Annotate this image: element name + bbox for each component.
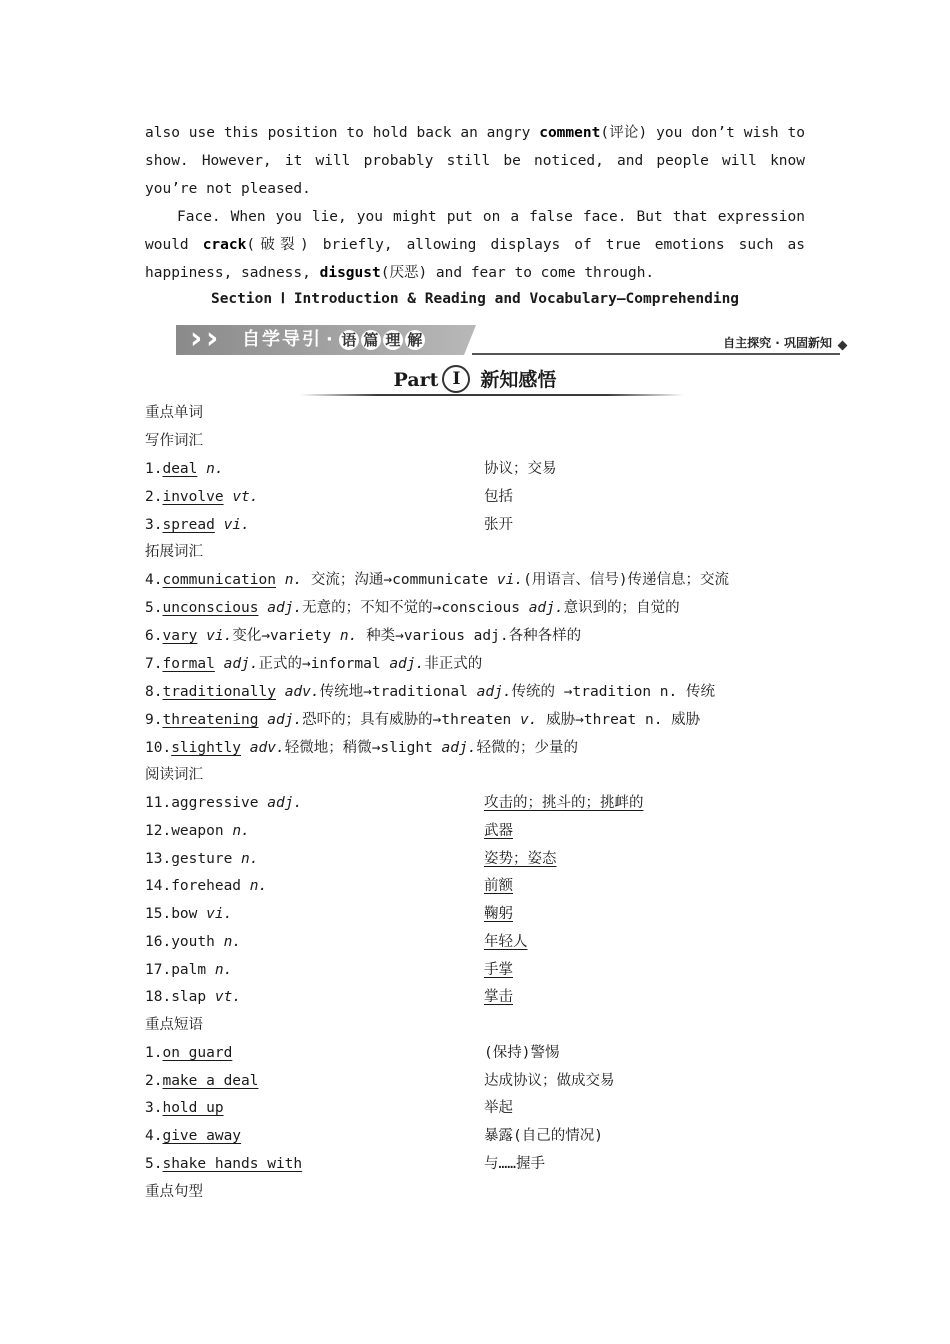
vocab-item: 8.traditionally adv.传统地→traditional adj.传统的 →tradition n. 传统 bbox=[145, 684, 715, 700]
vocab-meaning: 武器 bbox=[484, 823, 513, 839]
vocab-word: unconscious bbox=[162, 600, 259, 616]
phrase-text: on guard bbox=[162, 1045, 233, 1061]
section-title: Section Ⅰ Introduction & Reading and Vocabulary—Comprehending bbox=[210, 291, 740, 307]
vocab-meaning: 协议；交易 bbox=[484, 461, 557, 477]
vocab-word: involve bbox=[162, 489, 224, 505]
phrase-item: 1.on guard bbox=[145, 1045, 233, 1061]
phrase-item: 5.shake hands with bbox=[145, 1156, 303, 1172]
diamond-icon bbox=[838, 341, 848, 351]
phrase-text: give away bbox=[162, 1128, 242, 1144]
banner-char: 语 bbox=[339, 330, 359, 350]
vocab-meaning: 包括 bbox=[484, 489, 513, 505]
heading-phrases: 重点短语 bbox=[145, 1017, 203, 1033]
vocab-item: 1.deal n. bbox=[145, 461, 224, 477]
vocab-item: 11.aggressive adj. bbox=[145, 795, 303, 811]
vocab-item: 3.spread vi. bbox=[145, 517, 250, 533]
keyword-crack: crack bbox=[202, 237, 247, 253]
phrase-meaning: 与……握手 bbox=[484, 1156, 545, 1172]
phrase-item: 3.hold up bbox=[145, 1100, 224, 1116]
part-label: Part bbox=[393, 369, 439, 391]
vocab-item: 15.bow vi. bbox=[145, 906, 233, 922]
chevron-right-icon: › bbox=[190, 321, 203, 356]
keyword-comment: comment bbox=[539, 125, 601, 141]
vocab-meaning: 攻击的；挑斗的；挑衅的 bbox=[484, 795, 644, 811]
part-heading bbox=[0, 366, 950, 395]
vocab-word: communication bbox=[162, 572, 276, 588]
section-banner bbox=[176, 322, 848, 358]
paragraph-text: (破裂) briefly, allowing displays of true emotions such as happiness, sadness, bbox=[145, 237, 806, 281]
banner-rule bbox=[472, 353, 840, 355]
vocab-meaning: 掌击 bbox=[484, 989, 513, 1005]
vocab-word: gesture bbox=[171, 851, 233, 867]
phrase-meaning: 举起 bbox=[484, 1100, 513, 1116]
vocab-item: 17.palm n. bbox=[145, 962, 233, 978]
banner-char: 理 bbox=[383, 330, 403, 350]
vocab-item: 13.gesture n. bbox=[145, 851, 259, 867]
vocab-item: 2.involve vt. bbox=[145, 489, 259, 505]
banner-label: 自学导引 bbox=[242, 329, 322, 350]
vocab-word: threatening bbox=[162, 712, 259, 728]
phrase-meaning: 达成协议；做成交易 bbox=[484, 1073, 615, 1089]
part-of-speech: vt. bbox=[232, 489, 259, 505]
vocab-meaning: 年轻人 bbox=[484, 934, 528, 950]
vocab-word: deal bbox=[162, 461, 198, 477]
heading-writing: 写作词汇 bbox=[145, 433, 203, 449]
vocab-item: 7.formal adj.正式的→informal adj.非正式的 bbox=[145, 656, 483, 672]
phrase-item: 4.give away bbox=[145, 1128, 242, 1144]
vocab-word: slightly bbox=[171, 740, 242, 756]
paragraph-face bbox=[145, 203, 805, 287]
heading-key-words: 重点单词 bbox=[145, 405, 203, 421]
banner-subtitle: 自主探究 · 巩固新知 bbox=[723, 336, 832, 350]
vocab-word: youth bbox=[171, 934, 215, 950]
vocab-word: aggressive bbox=[171, 795, 259, 811]
phrase-text: make a deal bbox=[162, 1073, 259, 1089]
phrase-text: shake hands with bbox=[162, 1156, 303, 1172]
vocab-word: traditionally bbox=[162, 684, 276, 700]
vocab-item: 9.threatening adj.恐吓的；具有威胁的→threaten v. 威胁→threat n. 威胁 bbox=[145, 712, 701, 728]
vocab-item: 5.unconscious adj.无意的；不知不觉的→conscious adj.意识到的；自觉的 bbox=[145, 600, 680, 616]
vocab-word: slap bbox=[171, 989, 207, 1005]
paragraph-text: also use this position to hold back an angry bbox=[145, 125, 540, 141]
vocab-meaning: 前额 bbox=[484, 878, 513, 894]
heading-sentences: 重点句型 bbox=[145, 1184, 203, 1200]
part-rule bbox=[300, 394, 684, 396]
keyword-disgust: disgust bbox=[319, 265, 381, 281]
banner-title bbox=[242, 327, 427, 353]
vocab-word: bow bbox=[171, 906, 198, 922]
banner-dot: · bbox=[326, 329, 335, 350]
vocab-meaning: 姿势；姿态 bbox=[484, 851, 557, 867]
vocab-item: 14.forehead n. bbox=[145, 878, 268, 894]
phrase-meaning: 暴露(自己的情况) bbox=[484, 1128, 603, 1144]
vocab-item: 16.youth n. bbox=[145, 934, 242, 950]
vocab-meaning: 手掌 bbox=[484, 962, 513, 978]
phrase-meaning: (保持)警惕 bbox=[484, 1045, 560, 1061]
vocab-item: 12.weapon n. bbox=[145, 823, 250, 839]
vocab-item: 18.slap vt. bbox=[145, 989, 242, 1005]
part-of-speech: n. bbox=[206, 461, 224, 477]
vocab-word: forehead bbox=[171, 878, 242, 894]
vocab-word: palm bbox=[171, 962, 207, 978]
paragraph-text: (评论) you don’t wish to show. However, it will probably still be noticed, and people will know you’re not pleased. bbox=[145, 125, 805, 197]
vocab-item: 4.communication n. 交流；沟通→communicate vi.(用语言、信号)传递信息；交流 bbox=[145, 572, 730, 588]
chevron-right-icon: › bbox=[206, 321, 219, 356]
vocab-word: vary bbox=[162, 628, 198, 644]
part-title: 新知感悟 bbox=[480, 369, 557, 391]
vocab-word: formal bbox=[162, 656, 215, 672]
vocab-meaning: 鞠躬 bbox=[484, 906, 513, 922]
heading-reading: 阅读词汇 bbox=[145, 767, 203, 783]
phrase-item: 2.make a deal bbox=[145, 1073, 259, 1089]
part-numeral: Ⅰ bbox=[442, 365, 470, 393]
vocab-item: 6.vary vi.变化→variety n. 种类→various adj.各种各样的 bbox=[145, 628, 582, 644]
banner-char: 解 bbox=[405, 330, 425, 350]
banner-char: 篇 bbox=[361, 330, 381, 350]
part-of-speech: vi. bbox=[223, 517, 250, 533]
vocab-meaning: 张开 bbox=[484, 517, 513, 533]
vocab-word: weapon bbox=[171, 823, 224, 839]
heading-extended: 拓展词汇 bbox=[145, 544, 203, 560]
vocab-word: spread bbox=[162, 517, 215, 533]
paragraph-text: Face. When you lie, you might put on a false face. But that expression would bbox=[145, 209, 805, 253]
paragraph-comment bbox=[145, 119, 805, 203]
vocab-item: 10.slightly adv.轻微地；稍微→slight adj.轻微的；少量的 bbox=[145, 740, 578, 756]
paragraph-text: (厌恶) and fear to come through. bbox=[380, 265, 655, 281]
phrase-text: hold up bbox=[162, 1100, 224, 1116]
